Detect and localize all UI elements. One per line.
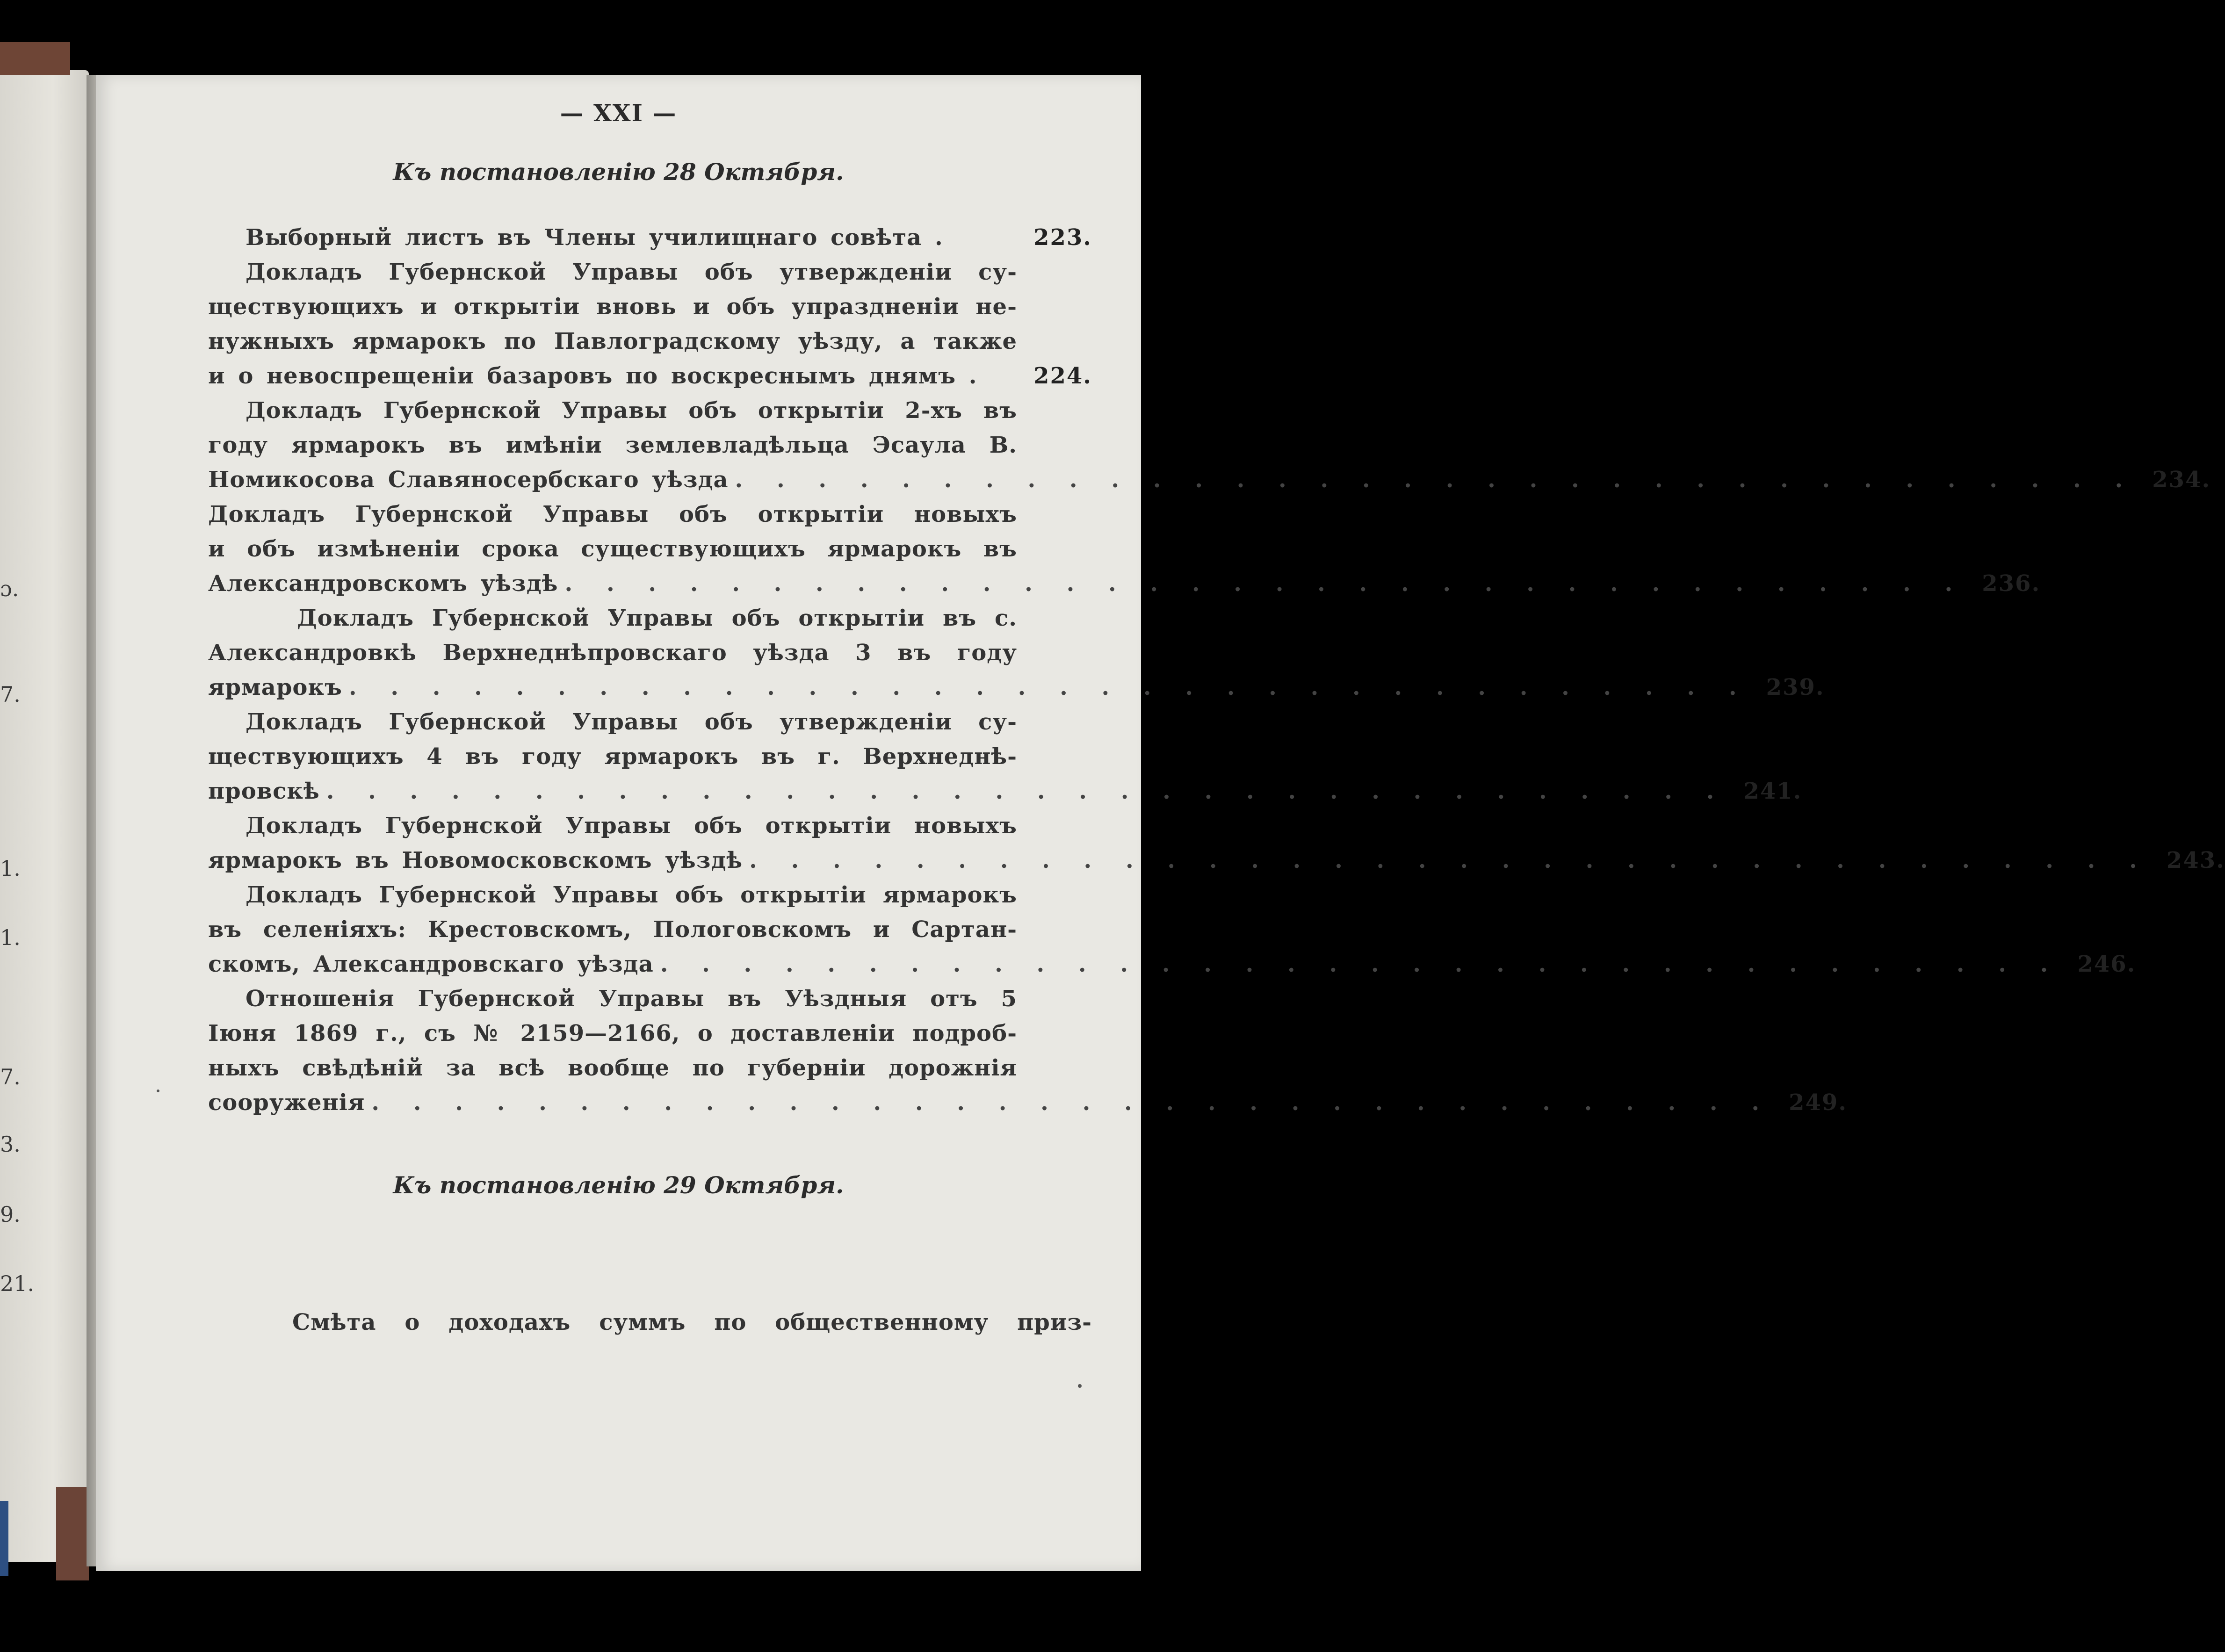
document-page bbox=[96, 75, 2225, 1571]
dot-leader: . . . . . . . . . . . . . . . . . . . . . . . . . . . . . . . . . . bbox=[660, 951, 2061, 977]
entry-text-line: Докладъ Губернской Управы объ открытіи новыхъ bbox=[208, 501, 1017, 527]
list-item bbox=[208, 605, 1825, 709]
left-page-number: 1. bbox=[0, 856, 21, 881]
dot-leader: . . . . . . . . . . . . . . . . . . . . . . . . . . . . . . . . . . bbox=[348, 674, 1750, 700]
entry-text-line: ныхъ свѣдѣній за всѣ вообще по губерніи дорожнія bbox=[208, 1055, 1017, 1081]
entry-text-line: Александровскомъ уѣздѣ bbox=[208, 570, 558, 597]
entry-text-line: Докладъ Губернской Управы объ открытіи 2-хъ въ bbox=[246, 397, 1017, 424]
entry-page-number: 243. bbox=[2166, 847, 2225, 873]
left-page-number: 21. bbox=[0, 1271, 35, 1296]
entry-page-number: 236. bbox=[1982, 570, 2041, 597]
left-page-number: 7. bbox=[0, 1064, 21, 1089]
entry-text-line: Докладъ Губернской Управы объ открытіи новыхъ bbox=[246, 813, 1017, 839]
list-item bbox=[208, 986, 1848, 1124]
dot-leader: . . . . . . . . . . . . . . . . . . . . . . . . . . . . . . . . . . bbox=[735, 467, 2136, 493]
entry-text-line: году ярмарокъ въ имѣніи землевладѣльца Эсаула В. bbox=[208, 432, 1017, 458]
entry-page-number: 239. bbox=[1766, 674, 1825, 700]
entry-text-line: ществующихъ и открытіи вновь и объ упраздненіи не- bbox=[208, 294, 1017, 320]
left-page-number: 9. bbox=[0, 1202, 21, 1227]
entry-page-number: 246. bbox=[2077, 951, 2136, 977]
entry-text-line: Докладъ Губернской Управы объ утвержденіи су- bbox=[246, 259, 1017, 285]
entry-text-line: и о невоспрещеніи базаровъ по воскреснымъ днямъ . bbox=[208, 363, 977, 389]
list-item bbox=[208, 501, 2041, 605]
left-page-number: 1. bbox=[0, 925, 21, 950]
dot-leader: . . . . . . . . . . . . . . . . . . . . . . . . . . . . . . . . . . bbox=[371, 1089, 1773, 1116]
entry-text-line: Александровкѣ Верхнеднѣпровскаго уѣзда 3 въ году bbox=[208, 640, 1017, 666]
entry-page-number: 249. bbox=[1789, 1089, 1848, 1116]
entry-text-line: въ селеніяхъ: Крестовскомъ, Пологовскомъ и Сартан- bbox=[208, 916, 1017, 943]
left-page-number: 7. bbox=[0, 682, 21, 707]
entry-text-line: Смѣта о доходахъ суммъ по общественному приз- bbox=[292, 1309, 1092, 1335]
dot-leader: . . . . . . . . . . . . . . . . . . . . . . . . . . . . . . . . . . bbox=[564, 570, 1966, 597]
entry-text-line: сооруженія bbox=[208, 1089, 365, 1116]
section-heading: Къ постановленію 28 Октября. bbox=[393, 158, 844, 186]
entry-text-line: Выборный листъ въ Члены училищнаго совѣта . bbox=[246, 224, 943, 251]
brown-cover-edge bbox=[56, 1487, 89, 1580]
dot-leader: . . . . . . . . . . . . . . . . . . . . . . . . . . . . . . . . . . bbox=[326, 778, 1727, 804]
entry-text-line: Докладъ Губернской Управы объ открытіи въ с. bbox=[297, 605, 1017, 631]
page-number: — XXI — bbox=[560, 99, 677, 127]
entry-text-line: ществующихъ 4 въ году ярмарокъ въ г. Верхнеднѣ- bbox=[208, 743, 1017, 770]
entry-text-line: и объ измѣненіи срока существующихъ ярмарокъ въ bbox=[208, 536, 1017, 562]
dot-leader: . . . . . . . . . . . . . . . . . . . . . . . . . . . . . . . . . . bbox=[749, 847, 2150, 873]
list-item bbox=[208, 224, 1092, 259]
spine-edge bbox=[0, 42, 70, 75]
list-item bbox=[208, 709, 1802, 813]
entry-page-number: 223. bbox=[1033, 224, 1092, 251]
list-item bbox=[208, 259, 1092, 397]
section-heading: Къ постановленію 29 Октября. bbox=[393, 1171, 844, 1199]
entry-page-number: 241. bbox=[1743, 778, 1802, 804]
entry-list bbox=[208, 224, 2225, 1124]
left-page-number: 3. bbox=[0, 1132, 21, 1157]
entry-text-line: Докладъ Губернской Управы объ утвержденіи су- bbox=[246, 709, 1017, 735]
entry-text-line: ярмарокъ bbox=[208, 674, 342, 700]
entry-text-line: Докладъ Губернской Управы объ открытіи ярмарокъ bbox=[246, 882, 1017, 908]
blue-cover-edge bbox=[0, 1501, 8, 1576]
entry-text-line: Отношенія Губернской Управы въ Уѣздныя отъ 5 bbox=[246, 986, 1017, 1012]
entry-text-line: провскѣ bbox=[208, 778, 320, 804]
entry-text-line: Іюня 1869 г., съ № 2159—2166, о доставленіи подроб- bbox=[208, 1020, 1017, 1046]
list-item bbox=[208, 882, 2136, 986]
entry-text-line: нужныхъ ярмарокъ по Павлоградскому уѣзду, а также bbox=[208, 328, 1017, 354]
left-facing-page bbox=[0, 70, 89, 1562]
left-page-number: ɔ. bbox=[0, 576, 19, 601]
entry-text-line: ярмарокъ въ Новомосковскомъ уѣздѣ bbox=[208, 847, 743, 873]
entry-page-number: 224. bbox=[1033, 363, 1092, 389]
paper-speck bbox=[1078, 1384, 1082, 1388]
entry-text-line: Номикосова Славяносербскаго уѣзда bbox=[208, 467, 729, 493]
entry-page-number: 234. bbox=[2152, 467, 2211, 493]
entry-text-line: скомъ, Александровскаго уѣзда bbox=[208, 951, 654, 977]
list-item bbox=[208, 813, 2225, 882]
list-item bbox=[208, 397, 2211, 501]
paper-speck bbox=[157, 1089, 159, 1092]
